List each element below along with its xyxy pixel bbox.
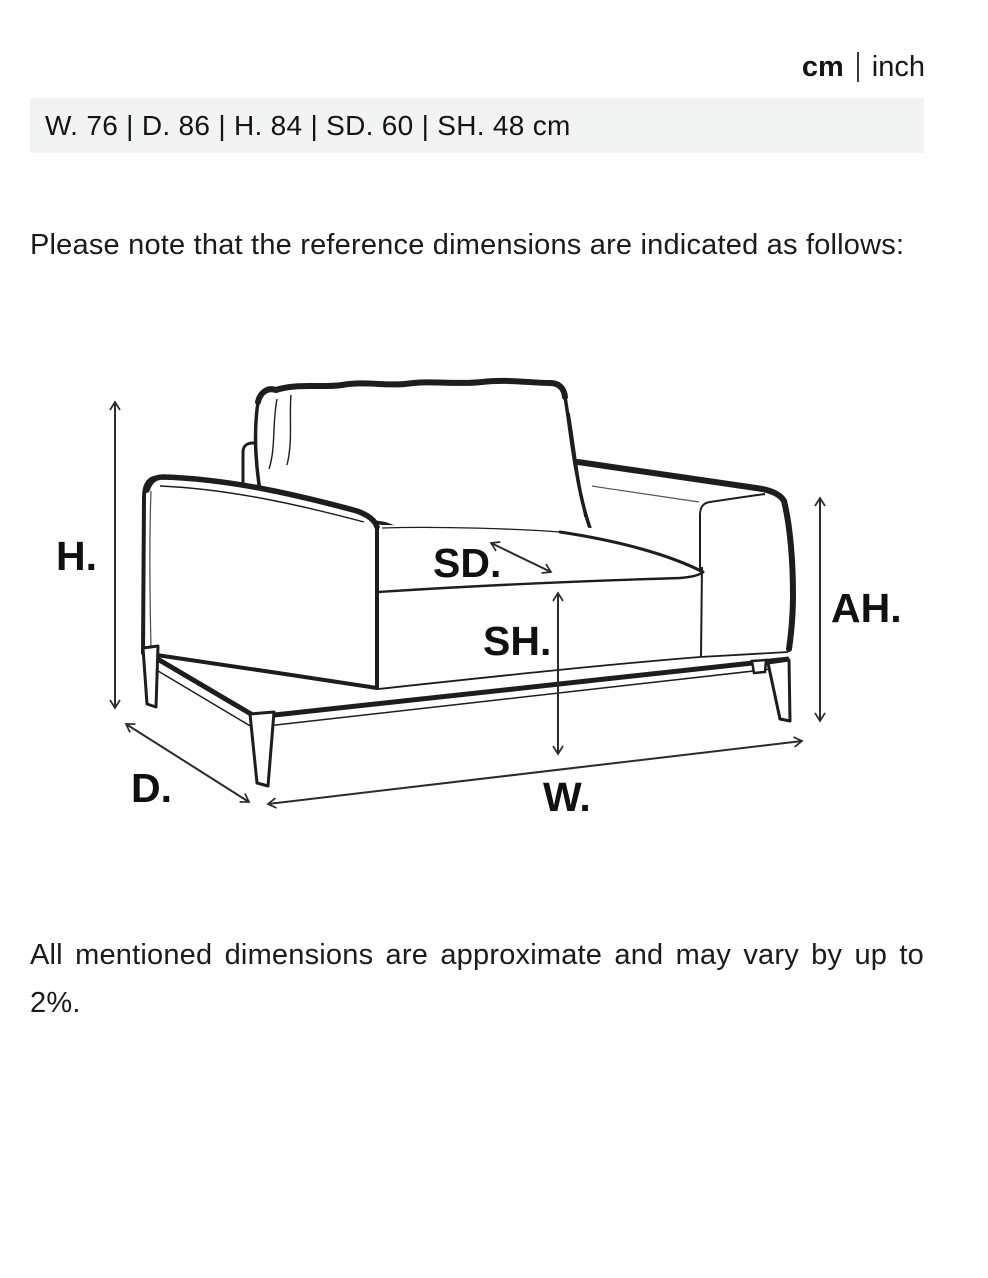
seat-right-edge bbox=[701, 567, 702, 656]
units-option-cm[interactable]: cm bbox=[801, 51, 844, 83]
width-label: W. bbox=[543, 774, 591, 820]
front-left-leg bbox=[250, 712, 274, 786]
dimensions-summary-text: W. 76 | D. 86 | H. 84 | SD. 60 | SH. 48 cm bbox=[45, 109, 571, 141]
width-arrow bbox=[268, 741, 802, 804]
seat-height-label: SH. bbox=[483, 618, 552, 664]
units-divider bbox=[857, 52, 859, 82]
front-right-leg bbox=[768, 660, 790, 721]
arm-height-label: AH. bbox=[831, 585, 902, 631]
rear-right-leg bbox=[752, 660, 766, 673]
armchair-dimension-diagram bbox=[0, 355, 988, 835]
seat-depth-label: SD. bbox=[433, 540, 502, 586]
intro-paragraph: Please note that the reference dimensions are indicated as follows: bbox=[30, 229, 905, 261]
disclaimer-paragraph: All mentioned dimensions are approximate and may vary by up to 2%. bbox=[30, 939, 924, 1019]
units-toggle bbox=[802, 50, 925, 84]
units-option-inch[interactable]: inch bbox=[871, 51, 925, 83]
rear-left-leg bbox=[143, 646, 158, 707]
base-rail-left-bottom bbox=[148, 665, 252, 727]
height-label: H. bbox=[56, 533, 97, 579]
seat-body bbox=[377, 525, 703, 689]
armchair-line-drawing bbox=[0, 355, 988, 835]
dimensions-summary-bar bbox=[30, 98, 924, 153]
depth-label: D. bbox=[131, 765, 172, 811]
